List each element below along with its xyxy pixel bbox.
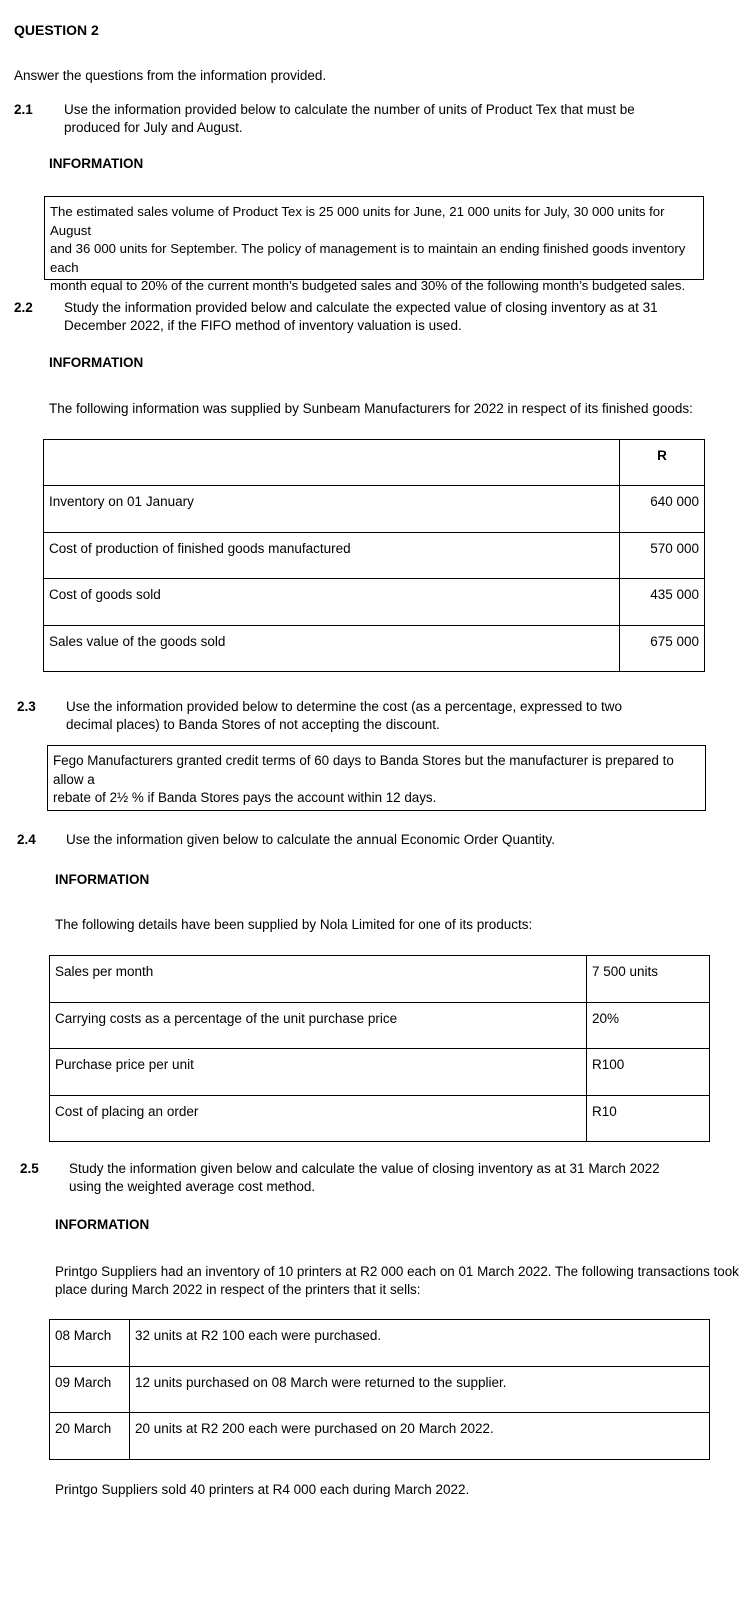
- q23-number: 2.3: [17, 699, 36, 714]
- row-value: 20%: [587, 1003, 710, 1049]
- q21-instruction: [64, 101, 635, 137]
- q23-information-box: [47, 745, 706, 811]
- table-row: [44, 533, 705, 579]
- row-amount: 570 000: [620, 533, 705, 579]
- q23-line1: Use the information provided below to determine the cost (as a percentage, expressed to two: [66, 699, 623, 714]
- q23-line2: decimal places) to Banda Stores of not accepting the discount.: [66, 717, 440, 732]
- row-label: Cost of production of finished goods manufactured: [44, 533, 620, 579]
- q23-box-line1: Fego Manufacturers granted credit terms of 60 days to Banda Stores but the manufacturer is prepared to allow a: [53, 753, 674, 787]
- row-amount: 675 000: [620, 626, 705, 672]
- q24-supplied-text: The following details have been supplied by Nola Limited for one of its products:: [55, 917, 533, 932]
- q22-line2: December 2022, if the FIFO method of inventory valuation is used.: [64, 318, 462, 333]
- row-text: 32 units at R2 100 each were purchased.: [130, 1320, 710, 1367]
- question-heading: QUESTION 2: [14, 22, 99, 38]
- q21-line2: produced for July and August.: [64, 120, 243, 135]
- row-label: Cost of goods sold: [44, 579, 620, 626]
- table-row: [50, 1367, 710, 1413]
- q23-box-line2: rebate of 2½ % if Banda Stores pays the account within 12 days.: [53, 790, 437, 805]
- row-value: 7 500 units: [587, 956, 710, 1003]
- intro-text: Answer the questions from the information provided.: [14, 68, 327, 83]
- q21-line1: Use the information provided below to calculate the number of units of Product Tex that must be: [64, 102, 635, 117]
- q24-eoq-details-table: [49, 955, 710, 1142]
- q21-box-line1: The estimated sales volume of Product Tex is 25 000 units for June, 21 000 units for July, 30 000 units for August: [50, 204, 665, 238]
- row-label: Inventory on 01 January: [44, 486, 620, 533]
- q21-box-line2: and 36 000 units for September. The policy of management is to maintain an ending finished goods inventory each: [50, 241, 686, 275]
- table-row: [44, 579, 705, 626]
- row-amount: 435 000: [620, 579, 705, 626]
- table-row: [50, 1413, 710, 1460]
- q23-instruction: [66, 698, 622, 734]
- table-row: [50, 1320, 710, 1367]
- row-label: Cost of placing an order: [50, 1096, 587, 1142]
- q22-instruction: [64, 299, 658, 335]
- q25-paragraph: [55, 1263, 739, 1299]
- q24-instruction: Use the information given below to calculate the annual Economic Order Quantity.: [66, 832, 556, 847]
- q21-box-line3: month equal to 20% of the current month’s budgeted sales and 30% of the following month’s budgeted sales.: [50, 278, 686, 293]
- table-row: [44, 440, 705, 486]
- q25-line1: Study the information given below and calculate the value of closing inventory as at 31 March 2022: [69, 1161, 660, 1176]
- amount-column-header: R: [620, 440, 705, 486]
- q25-instruction: [69, 1160, 660, 1196]
- table-row: [44, 626, 705, 672]
- table-row: [44, 486, 705, 533]
- q22-line1: Study the information provided below and calculate the expected value of closing inventory as at 31: [64, 300, 658, 315]
- q25-closing-text: Printgo Suppliers sold 40 printers at R4 000 each during March 2022.: [55, 1482, 470, 1497]
- row-label: Carrying costs as a percentage of the unit purchase price: [50, 1003, 587, 1049]
- q25-para-line1: Printgo Suppliers had an inventory of 10 printers at R2 000 each on 01 March 2022. The following transactions took: [55, 1264, 739, 1279]
- row-label: Purchase price per unit: [50, 1049, 587, 1096]
- table-row: [50, 1049, 710, 1096]
- row-value: R100: [587, 1049, 710, 1096]
- q21-information-box: [44, 196, 704, 293]
- table-row: [50, 956, 710, 1003]
- q25-number: 2.5: [20, 1161, 39, 1176]
- q24-information-label: INFORMATION: [55, 872, 150, 887]
- q25-transactions-table: [49, 1319, 710, 1460]
- q25-line2: using the weighted average cost method.: [69, 1179, 316, 1194]
- row-date: 20 March: [50, 1413, 130, 1460]
- row-value: R10: [587, 1096, 710, 1142]
- row-date: 08 March: [50, 1320, 130, 1367]
- q22-finished-goods-table: [43, 439, 705, 672]
- q22-information-label: INFORMATION: [49, 355, 144, 370]
- q22-number: 2.2: [14, 300, 33, 315]
- row-label: Sales per month: [50, 956, 587, 1003]
- row-label: Sales value of the goods sold: [44, 626, 620, 672]
- q22-supplied-text: The following information was supplied by Sunbeam Manufacturers for 2022 in respect of its finished goods:: [49, 401, 693, 416]
- q25-information-label: INFORMATION: [55, 1217, 150, 1232]
- q21-information-label: INFORMATION: [49, 156, 144, 171]
- row-amount: 640 000: [620, 486, 705, 533]
- q24-number: 2.4: [17, 832, 36, 847]
- table-cell: [44, 440, 620, 486]
- table-row: [50, 1003, 710, 1049]
- row-text: 12 units purchased on 08 March were returned to the supplier.: [130, 1367, 710, 1413]
- q25-para-line2: place during March 2022 in respect of the printers that it sells:: [55, 1282, 421, 1297]
- table-row: [50, 1096, 710, 1142]
- row-text: 20 units at R2 200 each were purchased on 20 March 2022.: [130, 1413, 710, 1460]
- q21-number: 2.1: [14, 102, 33, 117]
- row-date: 09 March: [50, 1367, 130, 1413]
